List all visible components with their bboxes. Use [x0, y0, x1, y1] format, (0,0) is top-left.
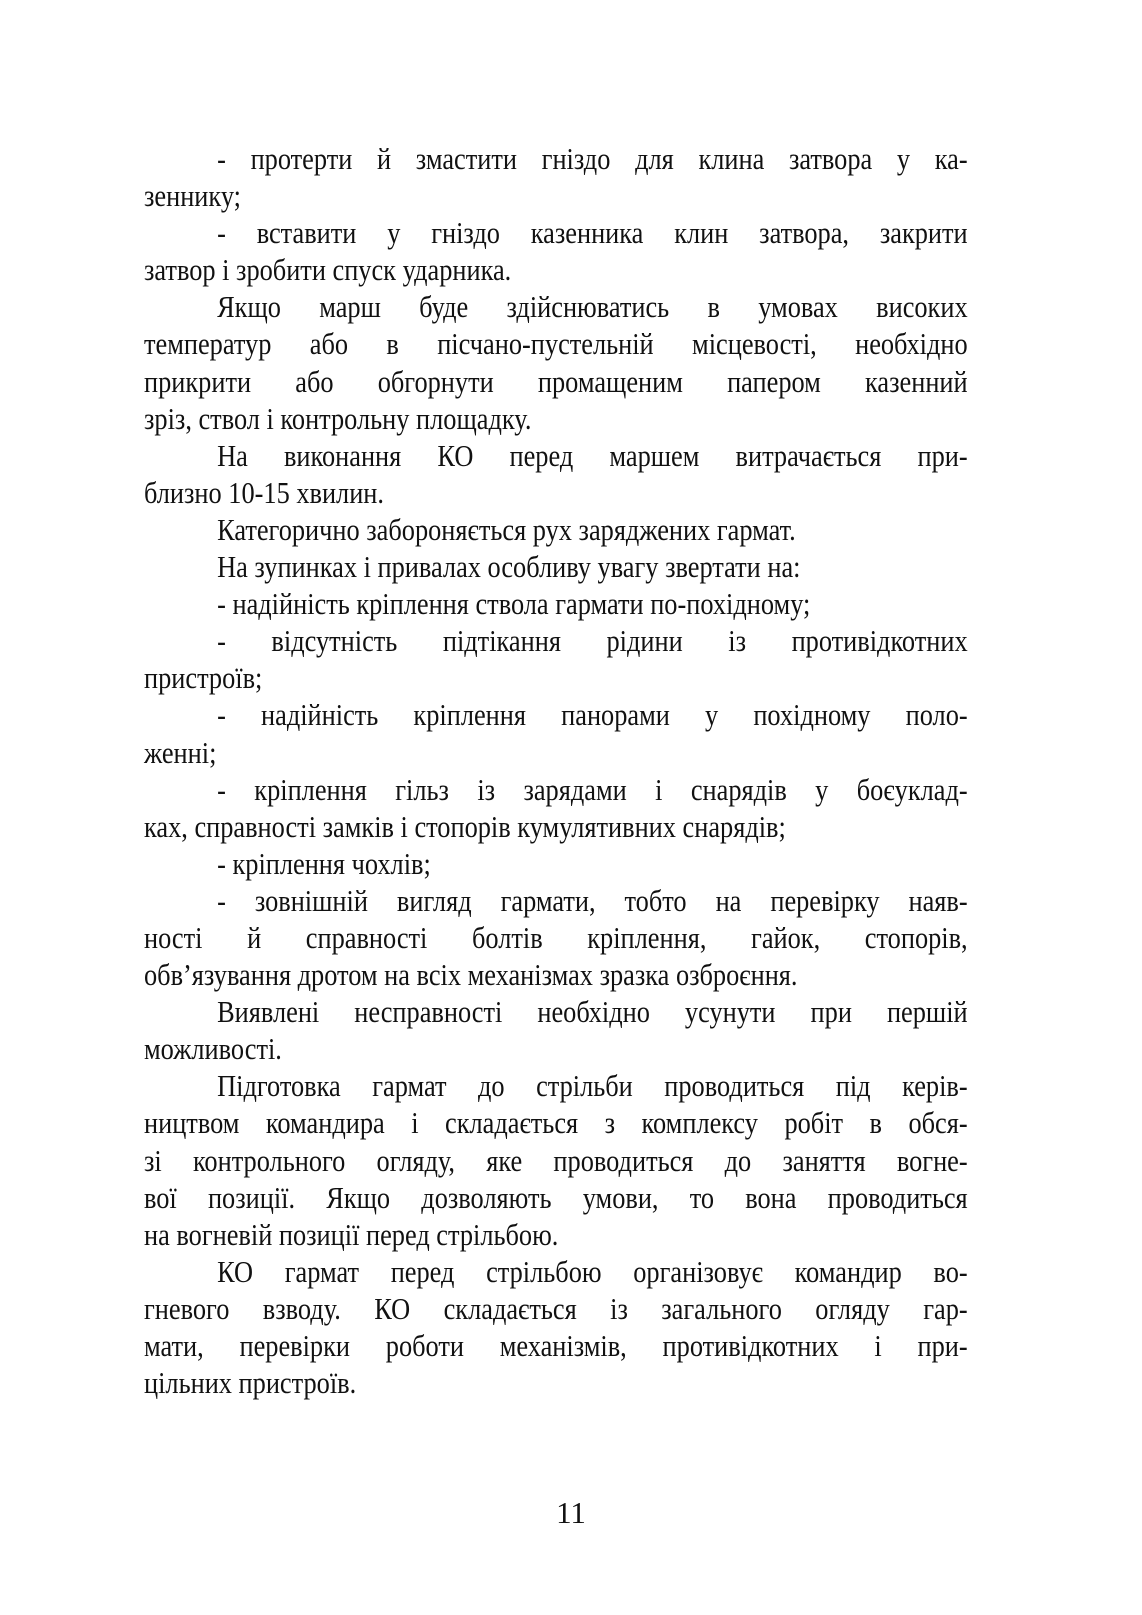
text-line: - надійність кріплення ствола гармати по-похідному; [217, 586, 811, 622]
text-line: гневого взводу. КО складається із загального огляду гар- [144, 1290, 968, 1326]
text-line: зріз, ствол і контрольну площадку. [144, 400, 532, 436]
text-line: температур або в пісчано-пустельній місцевості, необхідно [144, 326, 968, 362]
text-line: На виконання КО перед маршем витрачається при- [217, 437, 968, 473]
text-line: - надійність кріплення панорами у похідному поло- [217, 697, 968, 733]
text-line: ності й справності болтів кріплення, гайок, стопорів, [144, 919, 968, 955]
text-line: зі контрольного огляду, яке проводиться до заняття вогне- [144, 1142, 968, 1178]
text-line: близно 10-15 хвилин. [144, 474, 385, 510]
text-line: Якщо марш буде здійснюватись в умовах високих [217, 289, 968, 325]
text-line: - кріплення чохлів; [217, 845, 431, 881]
text-line: КО гармат перед стрільбою організовує командир во- [217, 1253, 968, 1289]
text-line: пристроїв; [144, 660, 263, 696]
body-text [144, 140, 968, 1401]
text-line: Категорично забороняється рух заряджених гармат. [217, 511, 796, 547]
text-line: На зупинках і привалах особливу увагу звертати на: [217, 549, 801, 585]
text-line: - протерти й змастити гніздо для клина затвора у ка- [217, 141, 968, 176]
text-line: - вставити у гніздо казенника клин затвора, закрити [217, 215, 968, 251]
text-line: зеннику; [144, 178, 241, 214]
text-line: ках, справності замків і стопорів кумулятивних снарядів; [144, 808, 786, 844]
text-line: на вогневій позиції перед стрільбою. [144, 1216, 559, 1252]
text-line: цільних пристроїв. [144, 1365, 357, 1401]
text-line: обв’язування дротом на всіх механізмах зразка озброєння. [144, 957, 798, 993]
text-line: женні; [144, 734, 217, 770]
text-line: - зовнішній вигляд гармати, тобто на перевірку наяв- [217, 882, 968, 918]
text-line: ництвом командира і складається з комплексу робіт в обся- [144, 1105, 968, 1141]
text-line: мати, перевірки роботи механізмів, противідкотних і при- [144, 1328, 968, 1363]
text-line: прикрити або обгорнути промащеним папером казенний [144, 363, 968, 399]
text-line: вої позиції. Якщо дозволяють умови, то вона проводиться [144, 1179, 968, 1215]
text-line: можливості. [144, 1031, 282, 1067]
text-line: - відсутність підтікання рідини із противідкотних [217, 623, 968, 659]
text-line: затвор і зробити спуск ударника. [144, 252, 512, 288]
text-line: Підготовка гармат до стрільби проводиться під керів- [217, 1068, 968, 1104]
text-line: Виявлені несправності необхідно усунути при першій [217, 994, 968, 1030]
page-number: 11 [556, 1495, 586, 1530]
text-line: - кріплення гільз із зарядами і снарядів у боєуклад- [217, 771, 968, 807]
